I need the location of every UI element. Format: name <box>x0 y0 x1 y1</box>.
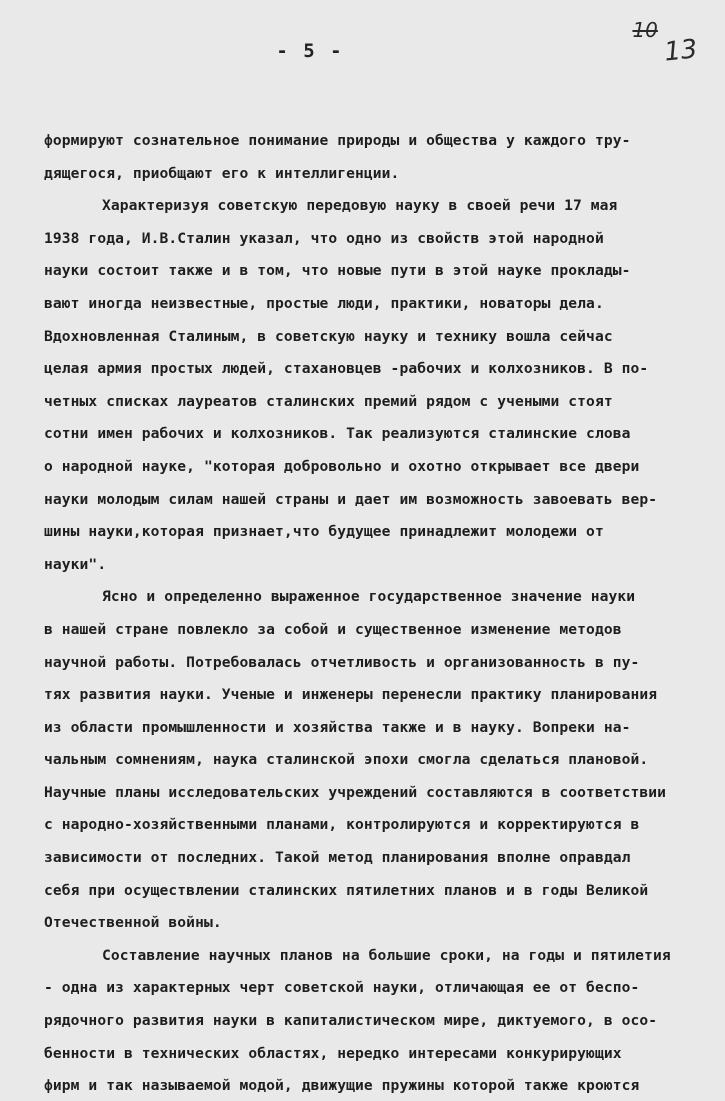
text-line: научной работы. Потребовалась отчетливость и организованность в пу- <box>44 653 640 671</box>
text-line: фирм и так называемой модой, движущие пружины которой также кроются <box>44 1077 640 1095</box>
text-line: науки молодым силам нашей страны и дает им возможность завоевать вер- <box>44 490 658 508</box>
text-line: - одна из характерных черт советской науки, отличающая ее от беспо- <box>44 979 640 997</box>
text-line: науки состоит также и в том, что новые пути в этой науке проклады- <box>44 262 631 280</box>
text-line: четных списках лауреатов сталинских премий рядом с учеными стоят <box>44 392 613 410</box>
text-line: тях развития науки. Ученые и инженеры перенесли практику планирования <box>44 686 658 704</box>
archive-folio-mark <box>632 14 699 68</box>
text-line: зависимости от последних. Такой метод планирования вполне оправдал <box>44 849 631 867</box>
body-text <box>44 125 714 1101</box>
text-line: шины науки,которая признает,что будущее принадлежит молодежи от <box>44 523 604 541</box>
text-line: 1938 года, И.В.Сталин указал, что одно из свойств этой народной <box>44 229 604 247</box>
text-line: вают иногда неизвестные, простые люди, практики, новаторы дела. <box>44 294 604 312</box>
text-line: формируют сознательное понимание природы и общества у каждого тру- <box>44 132 631 149</box>
text-line: дящегося, приобщают его к интеллигенции. <box>44 164 400 182</box>
archive-folio-old: 10 <box>632 18 658 42</box>
text-line: себя при осуществлении сталинских пятилетних планов и в годы Великой <box>44 881 649 899</box>
text-line: сотни имен рабочих и колхозников. Так реализуются сталинские слова <box>44 425 631 443</box>
page-number: - 5 - <box>276 40 344 62</box>
text-line: в нашей стране повлекло за собой и существенное изменение методов <box>44 620 622 638</box>
text-line: Отечественной войны. <box>44 914 222 932</box>
text-line: из области промышленности и хозяйства также и в науку. Вопреки на- <box>44 718 631 736</box>
text-line: целая армия простых людей, стахановцев -рабочих и колхозников. В по- <box>44 360 649 378</box>
text-line: с народно-хозяйственными планами, контролируются и корректируются в <box>44 816 640 834</box>
archive-folio-new: 13 <box>662 34 699 68</box>
text-line: науки". <box>44 555 107 573</box>
text-line: чальным сомнениям, наука сталинской эпохи смогла сделаться плановой. <box>44 751 649 769</box>
text-line: Характеризуя советскую передовую науку в своей речи 17 мая <box>102 197 618 215</box>
text-line: Составление научных планов на большие сроки, на годы и пятилетия <box>102 946 671 964</box>
text-line: Ясно и определенно выраженное государственное значение науки <box>102 588 636 606</box>
text-line: рядочного развития науки в капиталистическом мире, диктуемого, в осо- <box>44 1012 658 1030</box>
text-line: о народной науке, "которая добровольно и охотно открывает все двери <box>44 457 640 475</box>
text-line: бенности в технических областях, нередко интересами конкурирующих <box>44 1044 622 1062</box>
text-line: Научные планы исследовательских учреждений составляются в соответствии <box>44 783 667 801</box>
text-line: Вдохновленная Сталиным, в советскую науку и технику вошла сейчас <box>44 327 613 345</box>
